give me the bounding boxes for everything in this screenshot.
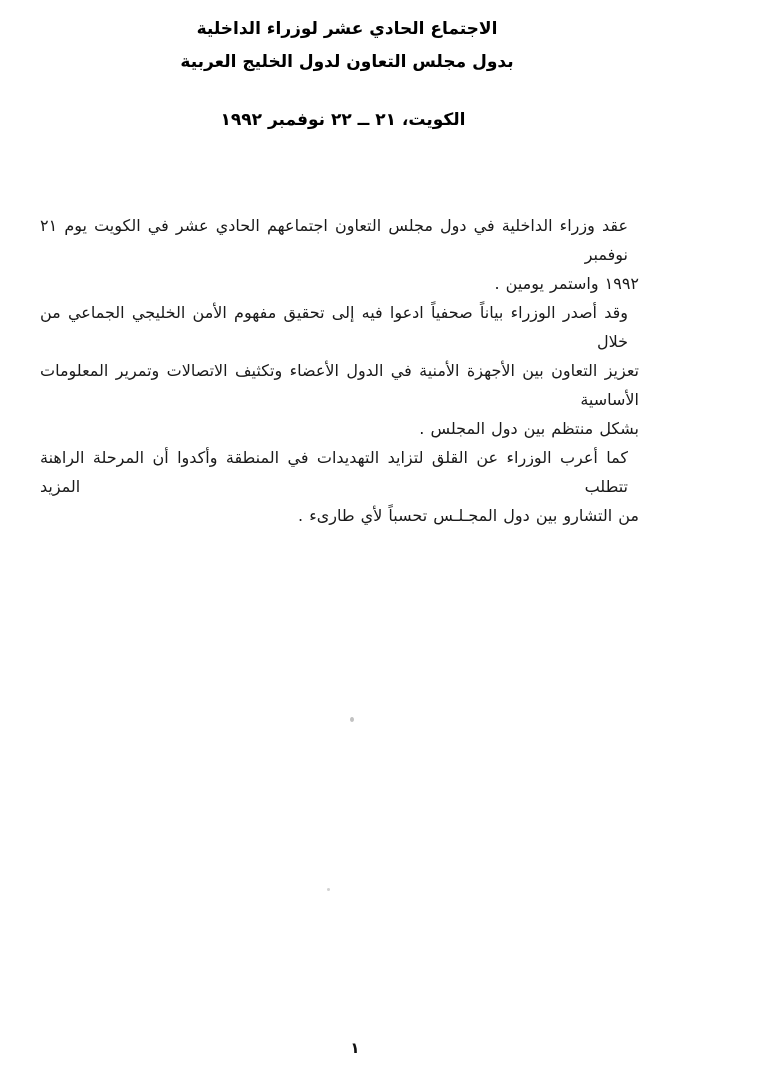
body-text-line: ١٩٩٢ واستمر يومين . bbox=[494, 274, 639, 293]
body-text-line: كما أعرب الوزراء عن القلق لتزايد التهديدات في المنطقة وأكدوا أن المرحلة الراهنة تتطلب المزيد bbox=[40, 448, 628, 496]
body-text-line: وقد أصدر الوزراء بياناً صحفياً ادعوا فيه إلى تحقيق مفهوم الأمن الخليجي الجماعي من خلال bbox=[40, 303, 628, 351]
body-text-line: عقد وزراء الداخلية في دول مجلس التعاون اجتماعهم الحادي عشر في الكويت يوم ٢١ نوفمبر bbox=[40, 216, 628, 264]
body-text-line: بشكل منتظم بين دول المجلس . bbox=[419, 419, 639, 438]
document-body bbox=[40, 211, 639, 530]
page-number: ١ bbox=[350, 1039, 360, 1057]
body-text-line: من التشارو بين دول المجـلـس تحسباً لأي طارىء . bbox=[298, 506, 639, 525]
document-title-line-2: بدول مجلس التعاون لدول الخليج العربية bbox=[180, 52, 514, 72]
document-date-line: الكويت، ٢١ ــ ٢٢ نوفمبر ١٩٩٢ bbox=[220, 110, 466, 130]
body-text-line: تعزيز التعاون بين الأجهزة الأمنية في الدول الأعضاء وتكثيف الاتصالات وتمرير المعلومات الأساسية bbox=[40, 361, 639, 409]
scan-artifact-dot bbox=[350, 717, 354, 722]
scan-artifact-dot bbox=[327, 888, 330, 891]
document-title-line-1: الاجتماع الحادي عشر لوزراء الداخلية bbox=[196, 19, 498, 39]
